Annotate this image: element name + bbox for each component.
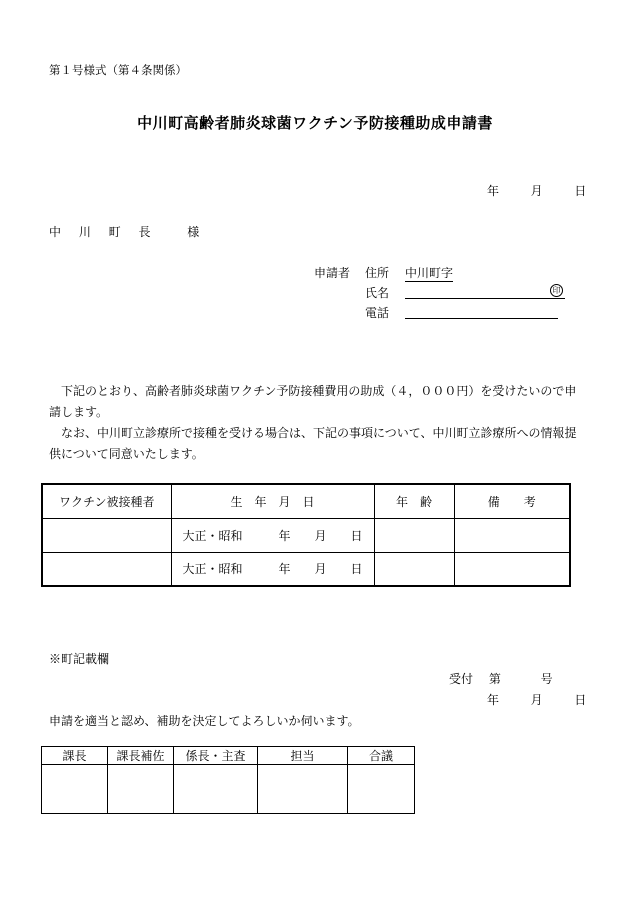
address-field[interactable]: 中川町字 (405, 266, 454, 280)
age-cell[interactable] (374, 518, 454, 552)
dob-cell[interactable]: 大正・昭和 年 月 日 (171, 518, 374, 552)
vaccinee-cell[interactable] (42, 518, 171, 552)
stamp-cell[interactable] (42, 765, 108, 814)
application-date (487, 182, 586, 199)
name-field[interactable] (405, 282, 565, 299)
consent-paragraph: なお、中川町立診療所で接種を受ける場合は、下記の事項について、中川町立診療所への情報提供について同意いたします。 (49, 426, 577, 461)
form-number: 第１号様式（第４条関係） (49, 63, 187, 77)
stamp-header-consultation: 合議 (348, 747, 415, 765)
address-label: 住所 (365, 266, 390, 280)
stamp-cell[interactable] (108, 765, 174, 814)
vaccinee-table (41, 483, 571, 587)
date-year: 年 (487, 184, 500, 198)
document-title: 中川町高齢者肺炎球菌ワクチン予防接種助成申請書 (137, 114, 493, 132)
name-label: 氏名 (365, 286, 390, 300)
stamp-cell[interactable] (258, 765, 348, 814)
town-section-title: ※町記載欄 (49, 652, 110, 666)
header-dob: 生 年 月 日 (171, 484, 374, 518)
applicant-label: 申請者 (314, 266, 351, 280)
receipt-number: 受付 第 号 (449, 672, 553, 686)
stamp-header-row (42, 747, 415, 765)
stamp-cell[interactable] (348, 765, 415, 814)
date-day: 日 (574, 693, 587, 707)
date-day: 日 (574, 184, 587, 198)
stamp-header-staff: 担当 (258, 747, 348, 765)
age-cell[interactable] (374, 552, 454, 586)
stamp-cell[interactable] (174, 765, 258, 814)
header-remarks: 備 考 (454, 484, 570, 518)
date-month: 月 (530, 693, 543, 707)
stamp-header-deputy-chief: 課長補佐 (108, 747, 174, 765)
remarks-cell[interactable] (454, 552, 570, 586)
request-paragraph: 下記のとおり、高齢者肺炎球菌ワクチン予防接種費用の助成（４，０００円）を受けたいので申請します。 (49, 384, 577, 419)
request-text (49, 381, 579, 465)
phone-field[interactable] (405, 302, 558, 319)
seal-mark: 印 (550, 284, 563, 297)
stamp-header-section-chief: 課長 (42, 747, 108, 765)
stamp-header-subsection-chief: 係長・主査 (174, 747, 258, 765)
table-row (42, 518, 570, 552)
phone-label: 電話 (365, 306, 390, 320)
approval-text: 申請を適当と認め、補助を決定してよろしいか伺います。 (49, 714, 360, 728)
stamp-row (42, 765, 415, 814)
header-vaccinee: ワクチン被接種者 (42, 484, 171, 518)
receipt-date (487, 691, 586, 708)
date-month: 月 (530, 184, 543, 198)
table-row (42, 552, 570, 586)
vaccinee-cell[interactable] (42, 552, 171, 586)
date-year: 年 (487, 693, 500, 707)
table-header-row (42, 484, 570, 518)
addressee: 中 川 町 長 様 (49, 225, 207, 239)
header-age: 年 齢 (374, 484, 454, 518)
approval-stamp-table (41, 746, 415, 814)
remarks-cell[interactable] (454, 518, 570, 552)
dob-cell[interactable]: 大正・昭和 年 月 日 (171, 552, 374, 586)
